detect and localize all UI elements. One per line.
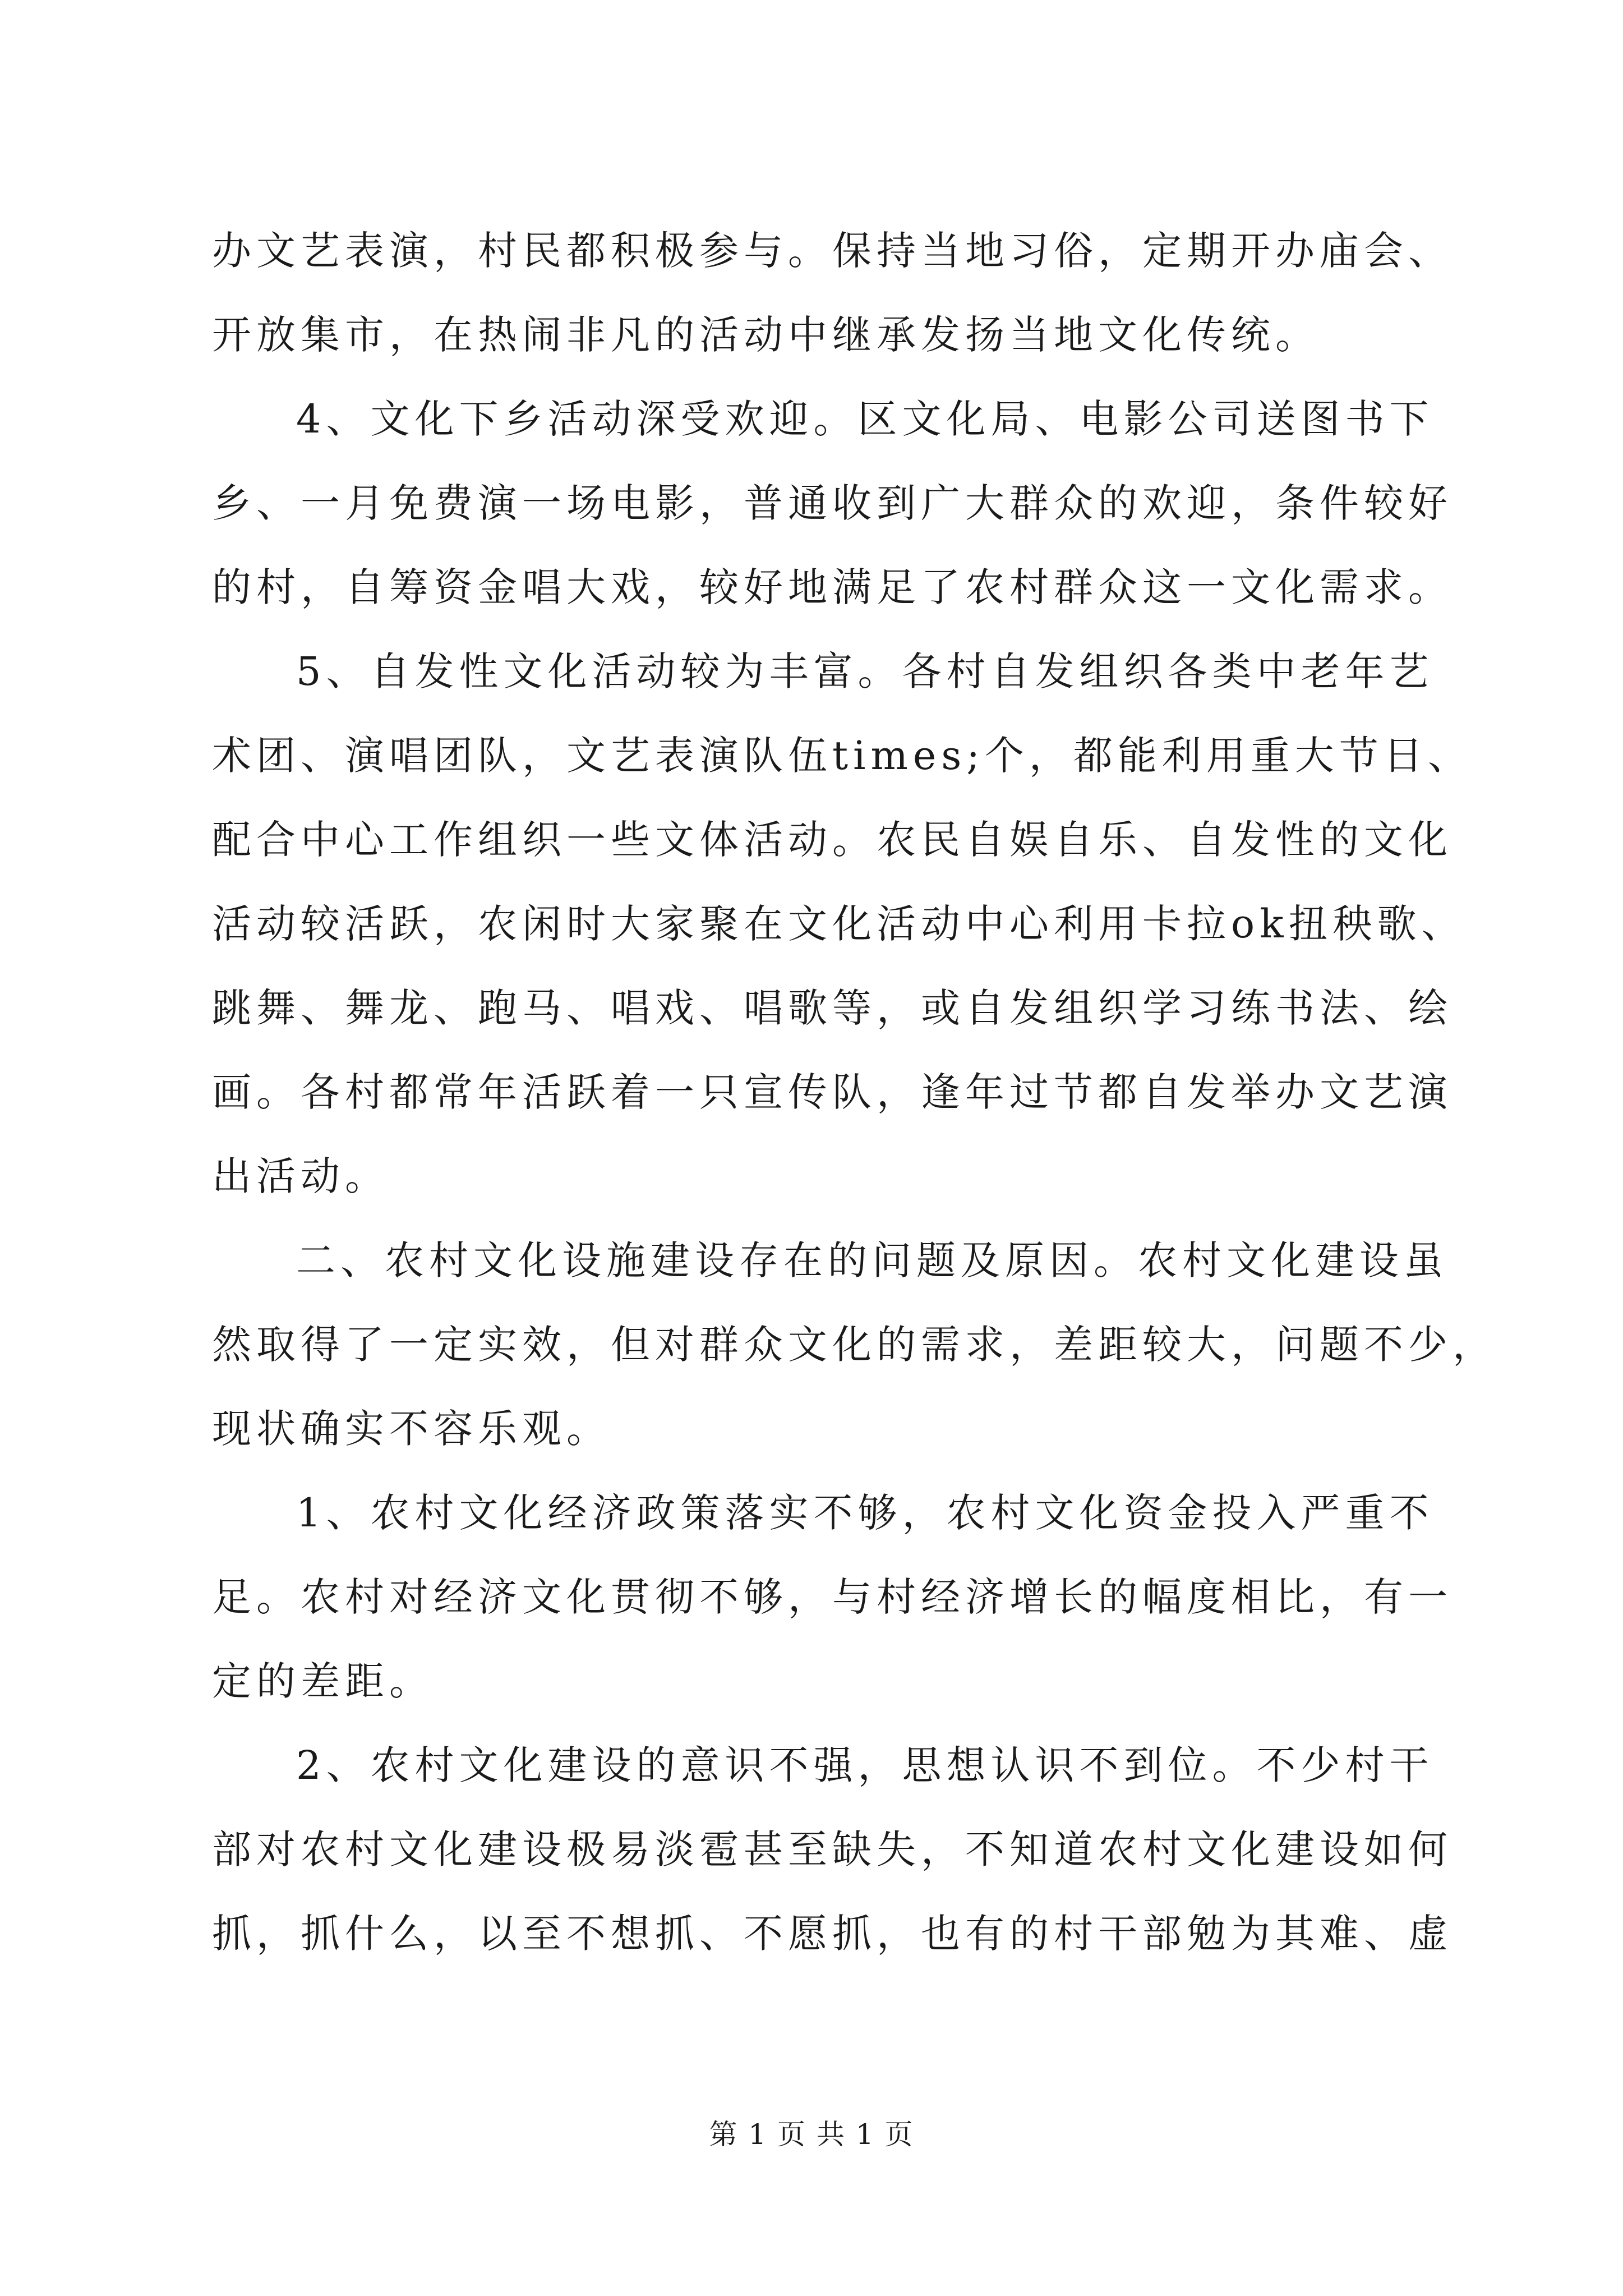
paragraph-start-line: 1、农村文化经济政策落实不够，农村文化资金投入严重不: [296, 1490, 1434, 1536]
text-line: 然取得了一定实效，但对群众文化的需求，差距较大，问题不少，: [212, 1322, 1497, 1368]
text-line: 足。农村对经济文化贯彻不够，与村经济增长的幅度相比，有一: [212, 1574, 1453, 1620]
page-number-label: 第 1 页 共 1 页: [709, 2118, 914, 2151]
text-line: 出活动。: [212, 1153, 389, 1199]
text-line: 办文艺表演，村民都积极参与。保持当地习俗，定期开办庙会、: [212, 228, 1453, 274]
text-line: 配合中心工作组织一些文体活动。农民自娱自乐、自发性的文化: [212, 817, 1453, 863]
paragraph-start-line: 2、农村文化建设的意识不强，思想认识不到位。不少村干: [296, 1742, 1434, 1788]
document-body: [212, 209, 1497, 1976]
text-line: 活动较活跃，农闲时大家聚在文化活动中心利用卡拉ok扭秧歌、: [212, 901, 1466, 947]
text-line: 跳舞、舞龙、跑马、唱戏、唱歌等，或自发组织学习练书法、绘: [212, 985, 1453, 1031]
text-line: 的村，自筹资金唱大戏，较好地满足了农村群众这一文化需求。: [212, 564, 1453, 610]
text-line: 画。各村都常年活跃着一只宣传队，逢年过节都自发举办文艺演: [212, 1069, 1453, 1115]
paragraph-start-line: 4、文化下乡活动深受欢迎。区文化局、电影公司送图书下: [296, 396, 1434, 442]
text-line: 现状确实不容乐观。: [212, 1406, 611, 1452]
page-footer: [0, 2112, 1623, 2152]
text-line: 定的差距。: [212, 1658, 434, 1704]
text-line: 部对农村文化建设极易淡雹甚至缺失，不知道农村文化建设如何: [212, 1826, 1453, 1872]
paragraph-start-line: 5、自发性文化活动较为丰富。各村自发组织各类中老年艺: [296, 648, 1434, 694]
text-line: 术团、演唱团队，文艺表演队伍times;个，都能利用重大节日、: [212, 733, 1472, 779]
text-line: 乡、一月免费演一场电影，普通收到广大群众的欢迎，条件较好: [212, 480, 1453, 526]
text-line: 开放集市，在热闹非凡的活动中继承发扬当地文化传统。: [212, 312, 1320, 358]
text-line: 抓，抓什么，以至不想抓、不愿抓，也有的村干部勉为其难、虚: [212, 1911, 1453, 1957]
section-heading-line: 二、农村文化设施建设存在的问题及原因。农村文化建设虽: [296, 1237, 1448, 1283]
